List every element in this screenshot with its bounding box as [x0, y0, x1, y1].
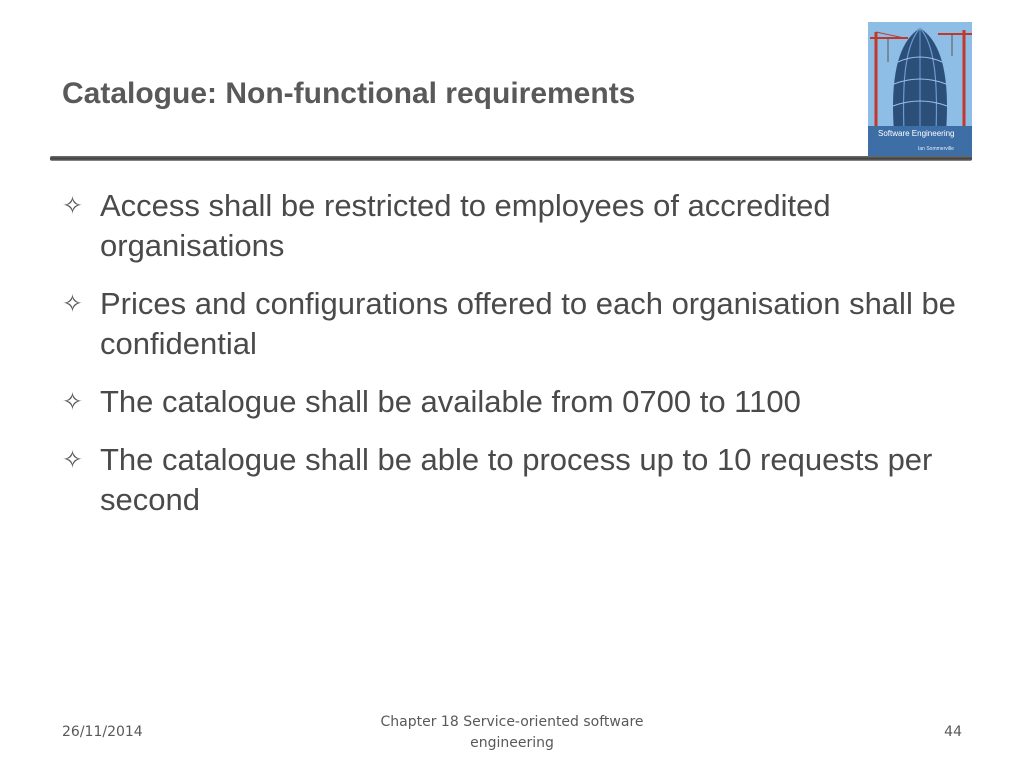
- slide-title: Catalogue: Non-functional requirements: [62, 77, 636, 110]
- list-item: [62, 186, 972, 266]
- bullet-text: Access shall be restricted to employees of accredited organisations: [100, 188, 831, 263]
- page-number: 44: [944, 724, 962, 740]
- book-cover-image: [868, 22, 972, 160]
- gherkin-building-icon: [868, 22, 972, 160]
- bullet-list: [62, 186, 972, 538]
- footer-chapter: Chapter 18 Service-oriented software engineering: [380, 714, 644, 751]
- list-item: [62, 382, 972, 422]
- star-bullet-icon: ✧: [62, 289, 83, 318]
- star-bullet-icon: ✧: [62, 445, 83, 474]
- star-bullet-icon: ✧: [62, 191, 83, 220]
- bullet-text: The catalogue shall be available from 0700 to 1100: [100, 384, 801, 419]
- list-item: [62, 284, 972, 364]
- star-bullet-icon: ✧: [62, 387, 83, 416]
- bullet-text: Prices and configurations offered to each organisation shall be confidential: [100, 286, 956, 361]
- list-item: [62, 440, 972, 520]
- cover-title-text: Software Engineering: [878, 129, 955, 138]
- cover-author-text: Ian Sommerville: [918, 146, 954, 152]
- footer-date: 26/11/2014: [62, 724, 143, 740]
- bullet-text: The catalogue shall be able to process up to 10 requests per second: [100, 442, 933, 517]
- title-divider: [50, 156, 972, 161]
